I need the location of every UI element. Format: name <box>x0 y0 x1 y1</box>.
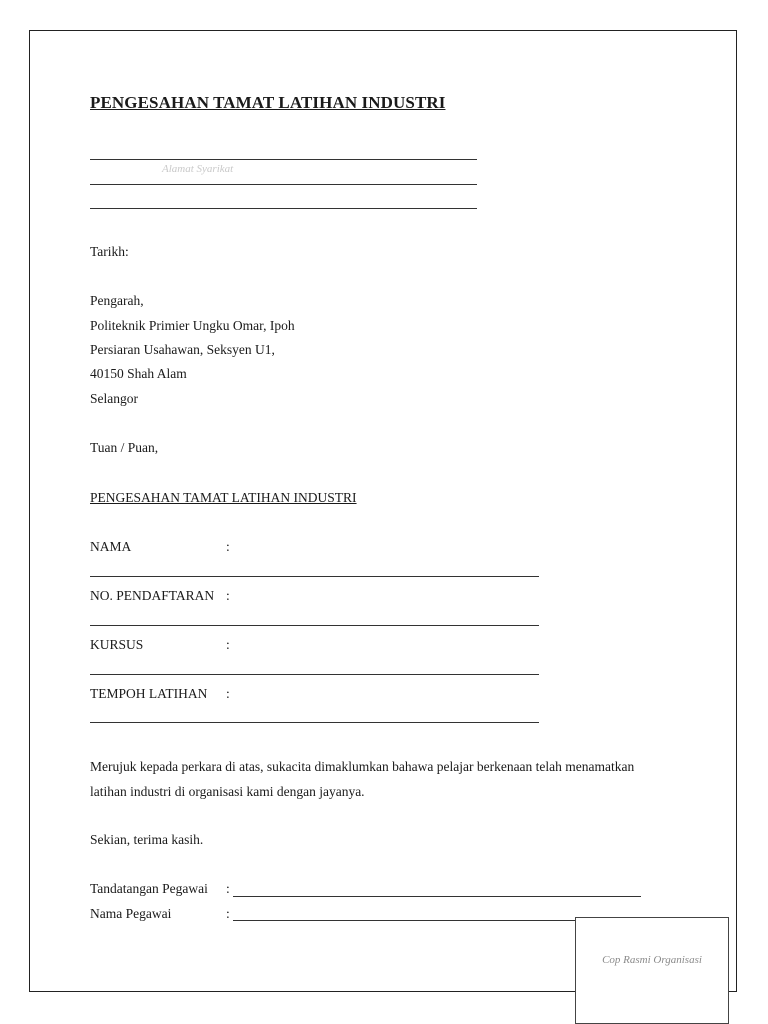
stamp-label: Cop Rasmi Organisasi <box>602 954 702 966</box>
signature-colon: : <box>226 881 230 896</box>
recipient-line-1: Pengarah, <box>90 293 144 308</box>
field-line-no-pendaftaran <box>90 625 539 626</box>
field-label-tempoh-latihan: TEMPOH LATIHAN <box>90 686 208 701</box>
field-colon-tempoh-latihan: : <box>226 686 230 701</box>
field-colon-kursus: : <box>226 637 230 652</box>
salutation: Tuan / Puan, <box>90 440 159 455</box>
recipient-line-5: Selangor <box>90 391 138 406</box>
subject-heading: PENGESAHAN TAMAT LATIHAN INDUSTRI <box>90 490 357 505</box>
date-label: Tarikh: <box>90 244 129 259</box>
field-label-kursus: KURSUS <box>90 637 144 652</box>
field-label-nama: NAMA <box>90 539 132 554</box>
field-colon-no-pendaftaran: : <box>226 588 230 603</box>
field-line-nama <box>90 576 539 577</box>
document-title: PENGESAHAN TAMAT LATIHAN INDUSTRI <box>90 93 446 112</box>
closing-text: Sekian, terima kasih. <box>90 832 204 847</box>
field-label-no-pendaftaran: NO. PENDAFTARAN <box>90 588 215 603</box>
recipient-line-2: Politeknik Primier Ungku Omar, Ipoh <box>90 318 295 333</box>
signature-line <box>233 896 641 897</box>
recipient-line-4: 40150 Shah Alam <box>90 366 187 381</box>
body-line-2: latihan industri di organisasi kami dengan jayanya. <box>90 784 365 799</box>
officer-name-line <box>233 920 575 921</box>
body-line-1: Merujuk kepada perkara di atas, sukacita dimaklumkan bahawa pelajar berkenaan telah menamatkan <box>90 759 635 774</box>
address-line-2 <box>90 184 477 185</box>
address-line-1 <box>90 159 477 160</box>
address-line-3 <box>90 208 477 209</box>
official-stamp-box <box>575 917 729 1024</box>
signature-label: Tandatangan Pegawai <box>90 881 208 896</box>
field-colon-nama: : <box>226 539 230 554</box>
officer-name-label: Nama Pegawai <box>90 906 172 921</box>
field-line-kursus <box>90 674 539 675</box>
field-line-tempoh-latihan <box>90 722 539 723</box>
address-hint: Alamat Syarikat <box>162 163 234 175</box>
officer-name-colon: : <box>226 906 230 921</box>
recipient-line-3: Persiaran Usahawan, Seksyen U1, <box>90 342 275 357</box>
